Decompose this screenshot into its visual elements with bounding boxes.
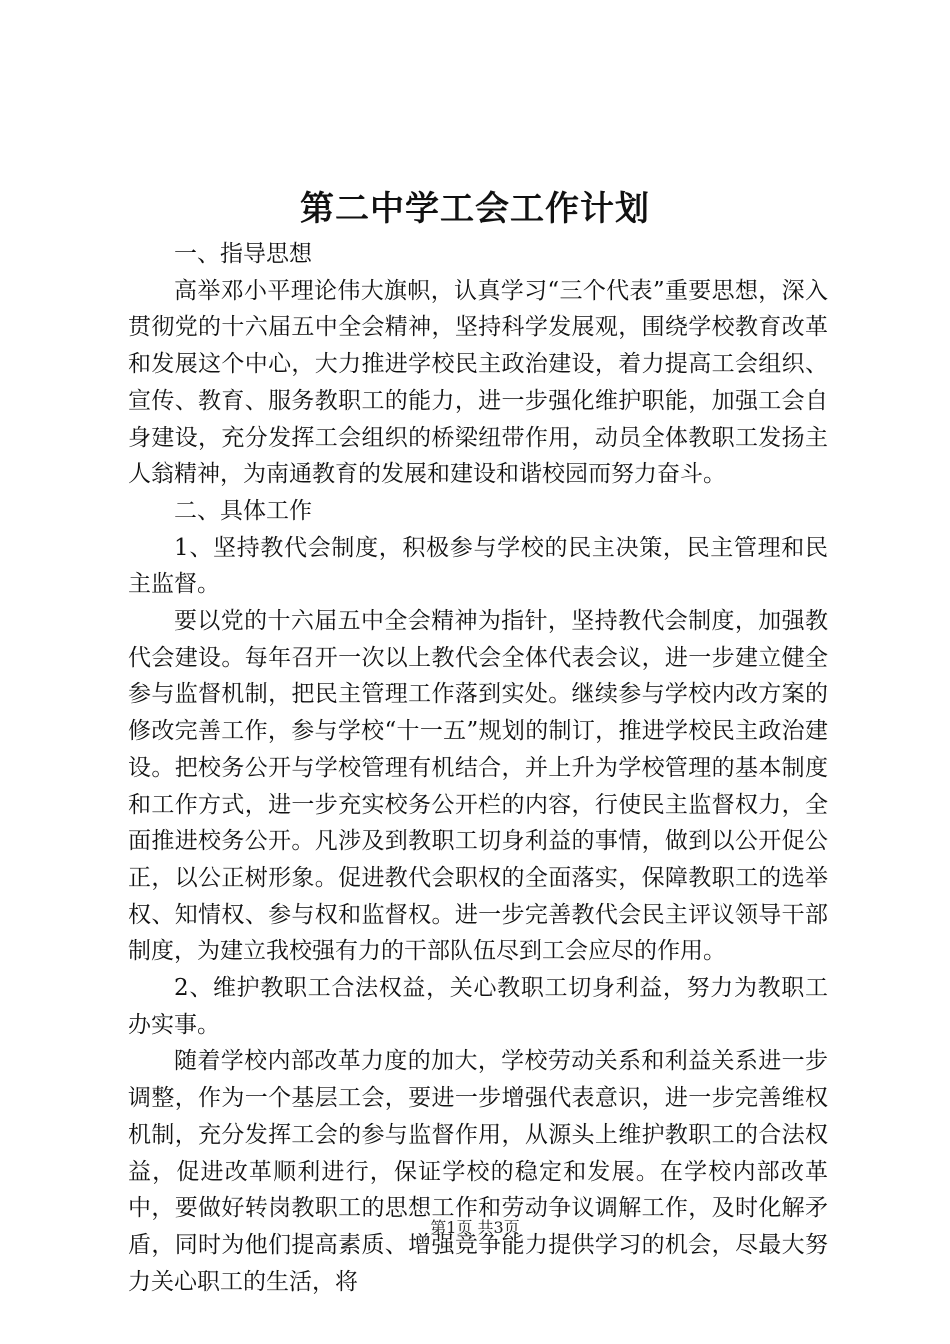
document-title: 第二中学工会工作计划 [300,189,650,229]
paragraph-item-1-title: 1、坚持教代会制度，积极参与学校的民主决策，民主管理和民主监督。 [128,534,828,598]
section-heading-specific-work: 二、具体工作 [174,497,312,524]
paragraph-guiding-ideology: 高举邓小平理论伟大旗帜，认真学习“三个代表”重要思想，深入贯彻党的十六届五中全会精神，坚持科学发展观，围绕学校教育改革和发展这个中心，大力推进学校民主政治建设，着力提高工会组织、宣传、教育、服务教职工的能力，进一步强化维护职能，加强工会自身建设，充分发挥工会组织的桥梁纽带作用，动员全体教职工发扬主人翁精神，为南通教育的发展和建设和谐校园而努力奋斗。 [128,277,828,488]
paragraph-item-2-body: 随着学校内部改革力度的加大，学校劳动关系和利益关系进一步调整，作为一个基层工会，要进一步增强代表意识，进一步完善维权机制，充分发挥工会的参与监督作用，从源头上维护教职工的合法权益，促进改革顺利进行，保证学校的稳定和发展。在学校内部改革中，要做好转岗教职工的思想工作和劳动争议调解工作，及时化解矛盾，同时为他们提高素质、增强竞争能力提供学习的机会，尽最大努力关心职工的生活，将 [128,1048,828,1295]
section-heading-guiding-ideology: 一、指导思想 [174,241,312,267]
paragraph-item-1-body: 要以党的十六届五中全会精神为指针，坚持教代会制度，加强教代会建设。每年召开一次以上教代会全体代表会议，进一步建立健全参与监督机制，把民主管理工作落到实处。继续参与学校内改方案的修改完善工作，参与学校“十一五”规划的制订，推进学校民主政治建设。把校务公开与学校管理有机结合，并上升为学校管理的基本制度和工作方式，进一步充实校务公开栏的内容，行使民主监督权力，全面推进校务公开。凡涉及到教职工切身利益的事情，做到以公开促公正，以公正树形象。促进教代会职权的全面落实，保障教职工的选举权、知情权、参与权和监督权。进一步完善教代会民主评议领导干部制度，为建立我校强有力的干部队伍尽到工会应尽的作用。 [128,608,828,965]
page-footer: 第1页 共3页 [430,1218,520,1237]
document-body [128,236,828,1300]
paragraph-item-2-title: 2、维护教职工合法权益，关心教职工切身利益，努力为教职工办实事。 [128,975,828,1038]
